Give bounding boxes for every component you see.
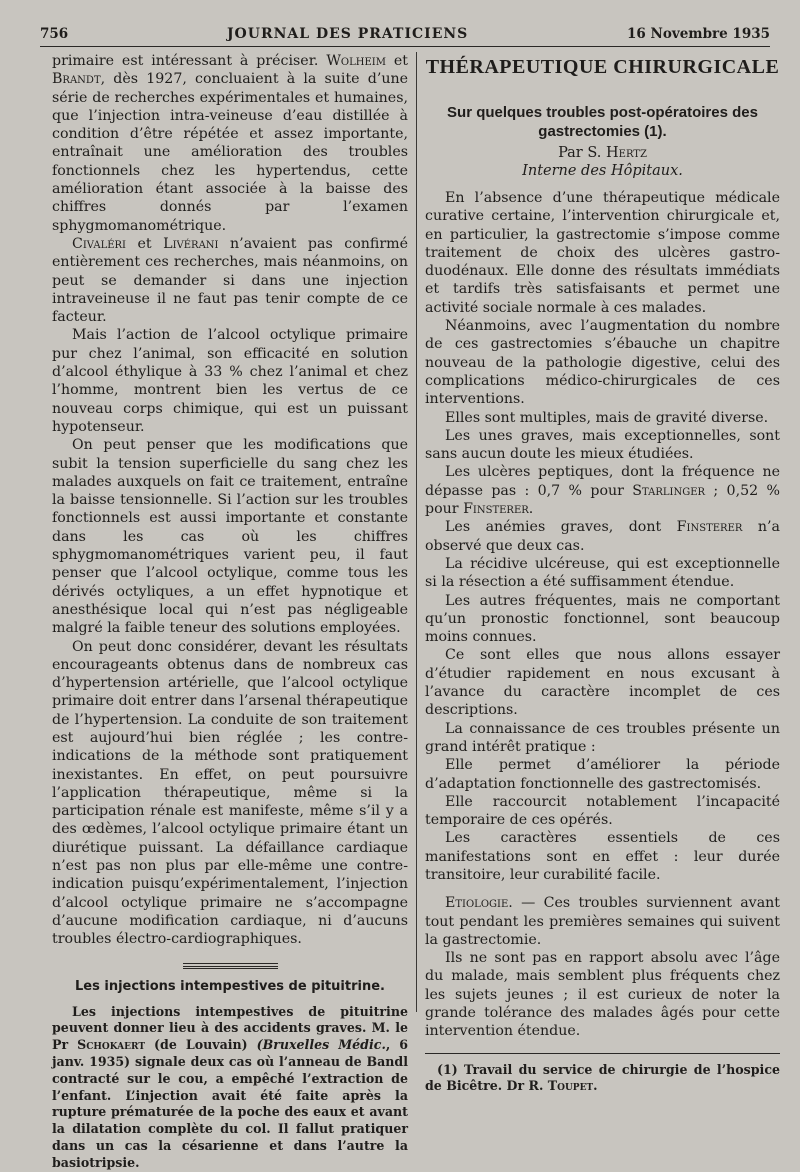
- author-name: Wolheim: [326, 53, 386, 69]
- section-title: THÉRAPEUTIQUE CHIRURGICALE: [425, 56, 780, 78]
- ornamental-rule: [183, 963, 278, 969]
- author-name: Civaléri: [72, 235, 126, 252]
- author-role: Interne des Hôpitaux.: [522, 163, 683, 179]
- issue-date: 16 Novembre 1935: [627, 26, 770, 42]
- article-author: Par S. Hertz: [558, 145, 647, 161]
- author-name: Finsterer: [463, 501, 529, 518]
- paragraph: Elle raccourcit notablement l’incapacité temporaire de ces opérés.: [425, 793, 780, 829]
- author-name: Finsterer: [676, 519, 743, 536]
- paragraph: Etiologie. — Ces troubles surviennent avant tout pendant les premières semaines qui suivent la gastrectomie.: [425, 895, 780, 948]
- paragraph: Les anémies graves, dont Finsterer n’a observé que deux cas.: [425, 519, 780, 554]
- paragraph: On peut donc considérer, devant les résultats encourageants obtenus dans de nombreux cas d’hypertension artérielle, que l’alcool octylique primaire doit entrer dans l’arsenal thérapeutique de l’hypertension. La conduite de son traitement est aujourd’hui bien réglée ; les contre-indications de la méthode sont pratiquement inexistantes. En effet, on peut poursuivre l’application thérapeutique, même si la participation rénale est manifeste, même s’il y a des œdèmes, l’alcool octylique primaire étant un diurétique puissant. La défaillance cardiaque n’est pas non plus par elle-même une contre-indication puisqu’expérimentalement, l’injection d’alcool octylique primaire ne s’accompagne d’aucune modification cardiaque, ni d’aucuns troubles électro-cardiographiques.: [52, 638, 408, 948]
- paragraph: Mais l’action de l’alcool octylique primaire pur chez l’animal, son efficacité en solution d’alcool éthylique à 33 % chez l’animal et chez l’homme, montrent bien les vertus de ce nouveau corps chimique, qui est un puissant hypotenseur.: [52, 327, 408, 435]
- paragraph: Néanmoins, avec l’augmentation du nombre de ces gastrectomies s’ébauche un chapitre nouveau de la pathologie digestive, celui des complications médico-chirurgicales de ces interventions.: [425, 318, 780, 408]
- paragraph: En l’absence d’une thérapeutique médicale curative certaine, l’intervention chirurgicale et, en particulier, la gastrectomie s’impose comme traitement de choix des ulcères gastro-duodénaux. Elle donne des résultats immédiats et tardifs très satisfaisants et permet une activité sociale normale à ces malades.: [425, 190, 780, 316]
- author-name: Brandt: [52, 71, 101, 88]
- author-name: Schokaert: [77, 1037, 146, 1053]
- paragraph: Les autres fréquentes, mais ne comportant qu’un pronostic fonctionnel, sont beaucoup moins connues.: [425, 592, 780, 646]
- paragraph: La connaissance de ces troubles présente un grand intérêt pratique :: [425, 720, 780, 755]
- paragraph: La récidive ulcéreuse, qui est exceptionnelle si la résection a été suffisamment étendue.: [425, 555, 780, 591]
- article-title: Sur quelques troubles post-opératoires des gastrectomies (1).: [447, 104, 758, 140]
- right-column: [425, 52, 780, 1095]
- journal-title: JOURNAL DES PRATICIENS: [226, 26, 469, 42]
- paragraph: Ils ne sont pas en rapport absolu avec l’âge du malade, mais semblent plus fréquents chez les sujets jeunes ; il est curieux de noter la grande tolérance des malades âgés pour cette intervention étendue.: [425, 950, 780, 1040]
- author-name: Starlinger: [632, 482, 706, 499]
- page-header: [40, 14, 770, 47]
- paragraph: primaire est intéressant à préciser. Wolheim et Brandt, dès 1927, concluaient à la suite d’une série de recherches expérimentales et humaines, que l’injection intra-veineuse d’eau distillée à condition d’être répétée et assez importante, entraînait une amélioration des troubles fonctionnels chez les hypertendus, cette amélioration étant associée à la baisse des chiffres donnés par l’examen sphygmomanométrique.: [52, 53, 408, 234]
- author-name: Livérani: [163, 235, 219, 252]
- paragraph: Les caractères essentiels de ces manifestations sont en effet : leur durée transitoire, leur curabilité facile.: [425, 830, 780, 883]
- footnote-rule: [425, 1053, 780, 1054]
- paragraph: Les ulcères peptiques, dont la fréquence ne dépasse pas : 0,7 % pour Starlinger ; 0,52 % pour Finsterer.: [425, 464, 780, 518]
- paragraph: Les unes graves, mais exceptionnelles, sont sans aucun doute les mieux étudiées.: [425, 427, 780, 463]
- paragraph: Elles sont multiples, mais de gravité diverse.: [445, 409, 769, 426]
- paragraph: On peut penser que les modifications que subit la tension superficielle du sang chez les malades auxquels on fait ce traitement, entraîne la baisse tensionnelle. Si l’action sur les troubles fonctionnels est aussi importante et constante dans les cas où les chiffres sphygmomanométriques varient peu, il faut penser que l’alcool octylique, comme tous les dérivés octyliques, a un effet hypnotique et anesthésique local qui n’est pas négligeable malgré la faible teneur des solutions employées.: [52, 437, 408, 637]
- author-name: R. Toupet: [528, 1078, 594, 1094]
- subheading: Etiologie.: [445, 895, 513, 912]
- journal-reference: (Bruxelles Médic.: [256, 1037, 386, 1053]
- note-paragraph: Les injections intempestives de pituitrine peuvent donner lieu à des accidents graves. M. le Pr Schokaert (de Louvain) (Bruxelles Médic., 6 janv. 1935) signale deux cas où l’anneau de Bandl contracté sur le cou, a empêché l’extraction de l’enfant. L’injection avait été faite après la rupture prématurée de la poche des eaux et avant la dilatation complète du col. Il fallut pratiquer dans un cas la césarienne et dans l’autre la basiotripsie.: [52, 1003, 408, 1170]
- page-number: 756: [40, 26, 69, 42]
- footnote: (1) Travail du service de chirurgie de l’hospice de Bicêtre. Dr R. Toupet.: [425, 1061, 780, 1094]
- column-divider: [416, 52, 417, 1012]
- paragraph: Elle permet d’améliorer la période d’adaptation fonctionnelle des gastrectomisés.: [425, 757, 780, 792]
- paragraph: Ce sont elles que nous allons essayer d’étudier rapidement en nous excusant à l’avance du caractère incomplet de ces descriptions.: [425, 647, 780, 719]
- left-column: [52, 52, 408, 1172]
- note-title: Les injections intempestives de pituitrine.: [75, 978, 385, 994]
- paragraph: Civaléri et Livérani n’avaient pas confirmé entièrement ces recherches, mais néanmoins, on peut se demander si dans une injection intraveineuse il ne faut pas tenir compte de ce facteur.: [52, 235, 408, 326]
